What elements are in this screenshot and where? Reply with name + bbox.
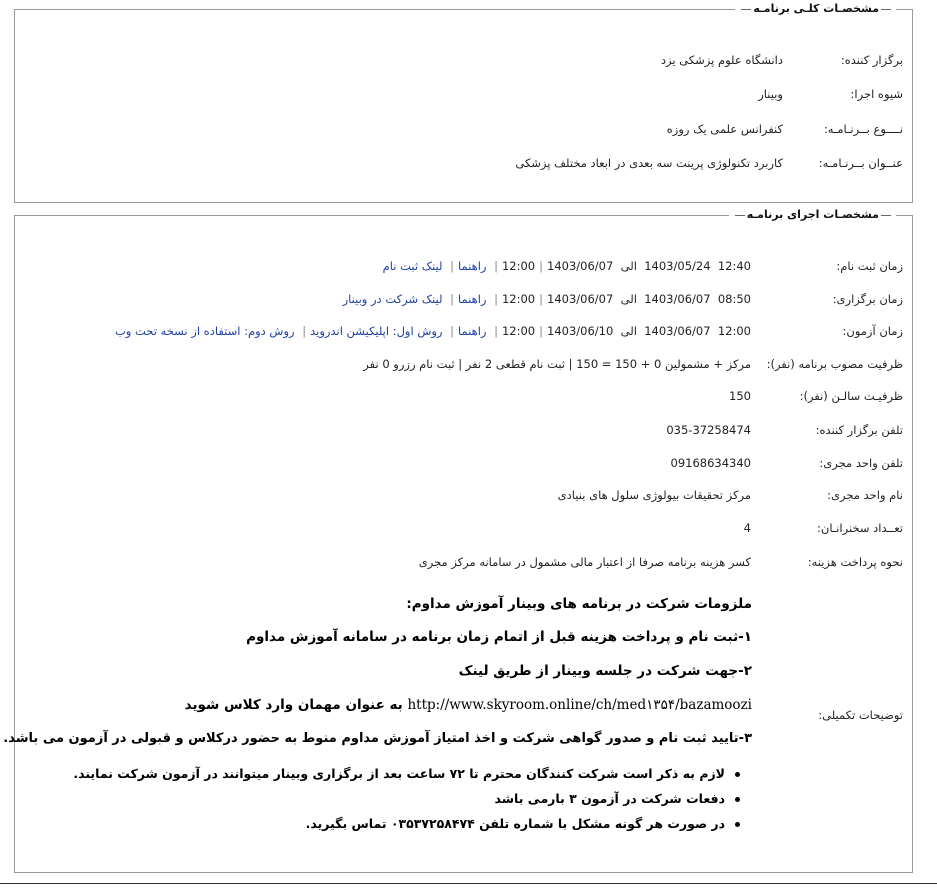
bullet-icon [735, 797, 740, 802]
registration-start-time: 12:40 [717, 259, 751, 273]
hall-capacity-value: 150 [729, 389, 751, 403]
holding-guide-link[interactable]: راهنما [458, 292, 487, 306]
exam-guide-link[interactable]: راهنما [458, 324, 487, 338]
holding-start-time: 08:50 [717, 292, 751, 306]
exam-start-date: 1403/06/07 [644, 324, 711, 338]
skyroom-url: http://www.skyroom.online/ch/med۱۳۵۴/bazamoozi [407, 697, 752, 713]
notes-label: توضیحات تکمیلی: [818, 708, 903, 722]
registration-link[interactable]: لینک ثبت نام [382, 259, 443, 273]
notes-url-suffix: به عنوان مهمان وارد کلاس شوید [184, 697, 403, 713]
notes-content [3, 596, 752, 846]
speakers-label: تعــداد سخنرانـان: [817, 521, 903, 535]
program-type-label: نــــوع بــرنـامـه: [823, 122, 903, 136]
unit-phone-label: تلفن واحد مجری: [819, 456, 903, 470]
exam-end-time: 12:00 [501, 324, 536, 338]
delivery-method-label: شیوه اجرا: [850, 87, 903, 101]
execution-specs-panel: مشخصـات اجرای برنامـه زمان ثبت نام: 12:40 1403/05/24 الی 1403/06/07|12:00| راهنما| لینک ثبت نام زمان برگزاری: 08:50 1403/06/07 الی 1403/06/07|12:00| راهنما| لینک شرکت در وبینار زمان آزمون: 12:00 1403/06/07 الی 1403/06/10|12:00| راهنما| روش اول: اپلیکیشن اندروید| روش دوم: استفاده از نسخه تحت وب ظرفیت مصوب برنامه (نفر): مرکز + مشمولین 0 + 150 = 150 | ثبت نام قطعی 2 نفر | ثبت نام رزرو 0 نفر ظرفیـت سالـن (نفر): 150 تلفن برگزار کننده: 035-37258474 تلفن واحد مجری: 09168634340 نام واحد مجری: مرکز تحقیقات بیولوژی سلول های بنیادی تعــداد سخنرانـان: 4 نحوه پرداخت هزینه: کسر هزینه برنامه صرفا از اعتبار مالی مشمول در سامانه مرکز مجری توضیحات تکمیلی: ملزومات شرکت در برنامه های وبینار آموزش مداوم: ۱-ثبت نام و پرداخت هزینه قبل از اتمام زمان برنامه در سامانه آموزش مداوم ۲-جهت شرکت در جلسه وبینار از طریق لینک http://www.skyroom.online/ch/med۱۳۵۴/bazamoozi به عنوان مهمان وارد کلاس شوید ۳-تایید ثبت نام و صدور گواهی شرکت و اخذ امتیاز آموزش مداوم منوط به حضور درکلاس و قبولی در آزمون می باشد. لازم به ذکر است شرکت کنندگان محترم تا ۷۲ ساعت بعد از برگزاری وبینار میتوانند در آزمون شرکت نمایند. دفعات شرکت در آزمون ۳ بارمی باشد در صورت هر گونه مشکل با شماره تلفن ۰۳۵۳۷۲۵۸۴۷۴ تماس بگیرید. [14, 215, 913, 873]
unit-name-label: نام واحد مجری: [827, 488, 903, 502]
registration-until: الی [620, 259, 637, 273]
exam-time-label: زمان آزمون: [842, 324, 903, 338]
holding-time-label: زمان برگزاری: [832, 292, 903, 306]
notes-line-1: ۱-ثبت نام و پرداخت هزینه قبل از اتمام زمان برنامه در سامانه آموزش مداوم [246, 629, 752, 645]
exam-end-date: 1403/06/10 [547, 324, 614, 338]
notes-bullet-item: لازم به ذکر است شرکت کنندگان محترم تا ۷۲ ساعت بعد از برگزاری وبینار میتوانند در آزمون شرکت نمایند. [73, 766, 740, 781]
program-type-value: کنفرانس علمی یک روزه [666, 122, 783, 136]
registration-guide-link[interactable]: راهنما [458, 259, 487, 273]
organizer-phone-label: تلفن برگزار کننده: [815, 423, 903, 437]
bullet-icon [735, 822, 740, 827]
delivery-method-value: وبینار [758, 87, 783, 101]
notes-bullet-item: در صورت هر گونه مشکل با شماره تلفن ۰۳۵۳۷۲۵۸۴۷۴ تماس بگیرید. [306, 816, 740, 831]
notes-line-3: ۳-تایید ثبت نام و صدور گواهی شرکت و اخذ امتیاز آموزش مداوم منوط به حضور درکلاس و قبولی در آزمون می باشد. [3, 731, 752, 746]
hall-capacity-label: ظرفیـت سالـن (نفر): [799, 389, 903, 403]
payment-value: کسر هزینه برنامه صرفا از اعتبار مالی مشمول در سامانه مرکز مجری [418, 555, 751, 569]
exam-web-version-link[interactable]: روش دوم: استفاده از نسخه تحت وب [114, 324, 295, 338]
holding-end-time: 12:00 [501, 292, 536, 306]
notes-bullet-item: دفعات شرکت در آزمون ۳ بارمی باشد [495, 791, 740, 806]
program-title-label: عنــوان بــرنـامـه: [818, 156, 903, 170]
capacity-value: مرکز + مشمولین 0 + 150 = 150 | ثبت نام قطعی 2 نفر | ثبت نام رزرو 0 نفر [363, 357, 751, 371]
exam-start-time: 12:00 [717, 324, 751, 338]
holding-until: الی [620, 292, 637, 306]
payment-label: نحوه پرداخت هزینه: [807, 555, 903, 569]
exam-until: الی [620, 324, 637, 338]
bullet-icon [735, 772, 740, 777]
notes-line-url [185, 697, 752, 713]
holding-start-date: 1403/06/07 [644, 292, 711, 306]
organizer-label: برگزار کننده: [840, 53, 903, 67]
general-specs-panel [14, 2, 913, 203]
registration-end-time: 12:00 [501, 259, 536, 273]
notes-heading: ملزومات شرکت در برنامه های وبینار آموزش مداوم: [406, 596, 752, 612]
registration-time-label: زمان ثبت نام: [836, 259, 903, 273]
webinar-join-link[interactable]: لینک شرکت در وبینار [342, 292, 443, 306]
execution-specs-legend: مشخصـات اجرای برنامـه [729, 208, 896, 221]
registration-start-date: 1403/05/24 [644, 259, 711, 273]
unit-phone-value: 09168634340 [670, 456, 751, 470]
speakers-value: 4 [743, 521, 751, 535]
program-title-value: کاربرد تکنولوژی پرینت سه بعدی در ابعاد مختلف پزشکی [515, 156, 783, 170]
exam-android-app-link[interactable]: روش اول: اپلیکیشن اندروید [310, 324, 443, 338]
organizer-phone-value: 035-37258474 [666, 423, 751, 437]
capacity-label: ظرفیت مصوب برنامه (نفر): [766, 357, 903, 371]
unit-name-value: مرکز تحقیقات بیولوژی سلول های بنیادی [557, 488, 751, 502]
notes-line-2: ۲-جهت شرکت در جلسه وبینار از طریق لینک [458, 663, 752, 679]
registration-end-date: 1403/06/07 [547, 259, 614, 273]
holding-end-date: 1403/06/07 [547, 292, 614, 306]
general-specs-legend: مشخصـات کلـی برنامـه [735, 2, 896, 15]
organizer-value: دانشگاه علوم پزشکی یزد [660, 53, 783, 67]
